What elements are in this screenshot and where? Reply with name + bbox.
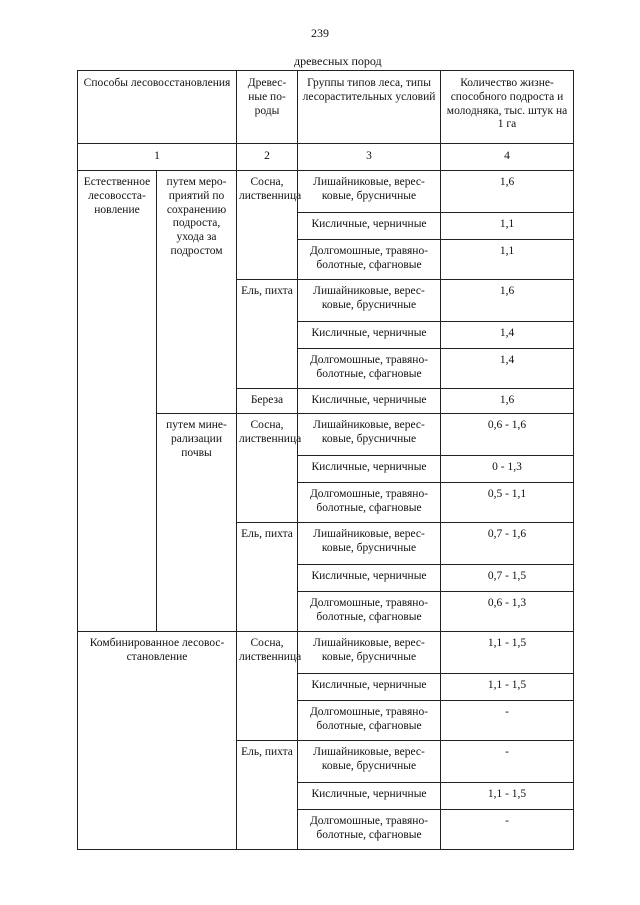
group-cell: Лишайниковые, верес-ковые, брусничные [298,741,441,783]
group-cell: Кисличные, черничные [298,389,441,414]
group-cell: Лишайниковые, верес-ковые, брусничные [298,171,441,213]
value-cell: - [441,741,574,783]
species-cell: Ель, пихта [237,280,298,389]
group-cell: Кисличные, черничные [298,783,441,810]
group-cell: Кисличные, черничные [298,322,441,349]
header-species: Древес-ные по-роды [237,71,298,144]
table-caption: древесных пород [294,54,382,68]
value-cell: 0,6 - 1,6 [441,414,574,456]
species-cell: Сосна, лиственница [237,171,298,280]
group-cell: Кисличные, черничные [298,565,441,592]
header-groups: Группы типов леса, типы лесорастительных условий [298,71,441,144]
value-cell: 1,1 - 1,5 [441,674,574,701]
value-cell: 0,7 - 1,6 [441,523,574,565]
column-number: 2 [237,144,298,171]
group-cell: Лишайниковые, верес-ковые, брусничные [298,280,441,322]
group-cell: Долгомошные, травяно-болотные, сфагновые [298,592,441,632]
header-methods: Способы лесовосстановления [78,71,237,144]
method-natural: Естественное лесовосста-новление [78,171,157,632]
column-number-row [78,144,574,171]
value-cell: 1,1 - 1,5 [441,783,574,810]
value-cell: - [441,701,574,741]
header-quantity: Количество жизне-способного подроста и молодняка, тыс. штук на 1 га [441,71,574,144]
value-cell: 1,4 [441,349,574,389]
species-cell: Сосна, лиственница [237,414,298,523]
group-cell: Долгомошные, травяно-болотные, сфагновые [298,240,441,280]
table-row [78,171,574,213]
value-cell: 0,7 - 1,5 [441,565,574,592]
group-cell: Долгомошные, травяно-болотные, сфагновые [298,701,441,741]
value-cell: 0 - 1,3 [441,456,574,483]
method-combined: Комбинированное лесовос-становление [78,632,237,850]
group-cell: Кисличные, черничные [298,674,441,701]
method-measures: путем меро-приятий по сохранению подроста, ухода за подростом [157,171,237,414]
page-number: 239 [311,26,329,40]
header-row [78,71,574,144]
group-cell: Долгомошные, травяно-болотные, сфагновые [298,349,441,389]
species-cell: Ель, пихта [237,741,298,850]
method-mineral: путем мине-рализации почвы [157,414,237,632]
value-cell: 1,4 [441,322,574,349]
value-cell: 0,5 - 1,1 [441,483,574,523]
value-cell: 1,1 - 1,5 [441,632,574,674]
value-cell: 1,6 [441,171,574,213]
species-cell: Ель, пихта [237,523,298,632]
group-cell: Кисличные, черничные [298,213,441,240]
value-cell: 1,1 [441,213,574,240]
value-cell: 1,1 [441,240,574,280]
value-cell: 1,6 [441,280,574,322]
value-cell: 0,6 - 1,3 [441,592,574,632]
column-number: 4 [441,144,574,171]
reforestation-table [77,70,574,850]
column-number: 3 [298,144,441,171]
group-cell: Лишайниковые, верес-ковые, брусничные [298,632,441,674]
group-cell: Долгомошные, травяно-болотные, сфагновые [298,483,441,523]
group-cell: Лишайниковые, верес-ковые, брусничные [298,523,441,565]
value-cell: - [441,810,574,850]
group-cell: Лишайниковые, верес-ковые, брусничные [298,414,441,456]
value-cell: 1,6 [441,389,574,414]
column-number: 1 [78,144,237,171]
group-cell: Кисличные, черничные [298,456,441,483]
species-cell: Береза [237,389,298,414]
group-cell: Долгомошные, травяно-болотные, сфагновые [298,810,441,850]
table-row [78,632,574,674]
species-cell: Сосна, лиственница [237,632,298,741]
